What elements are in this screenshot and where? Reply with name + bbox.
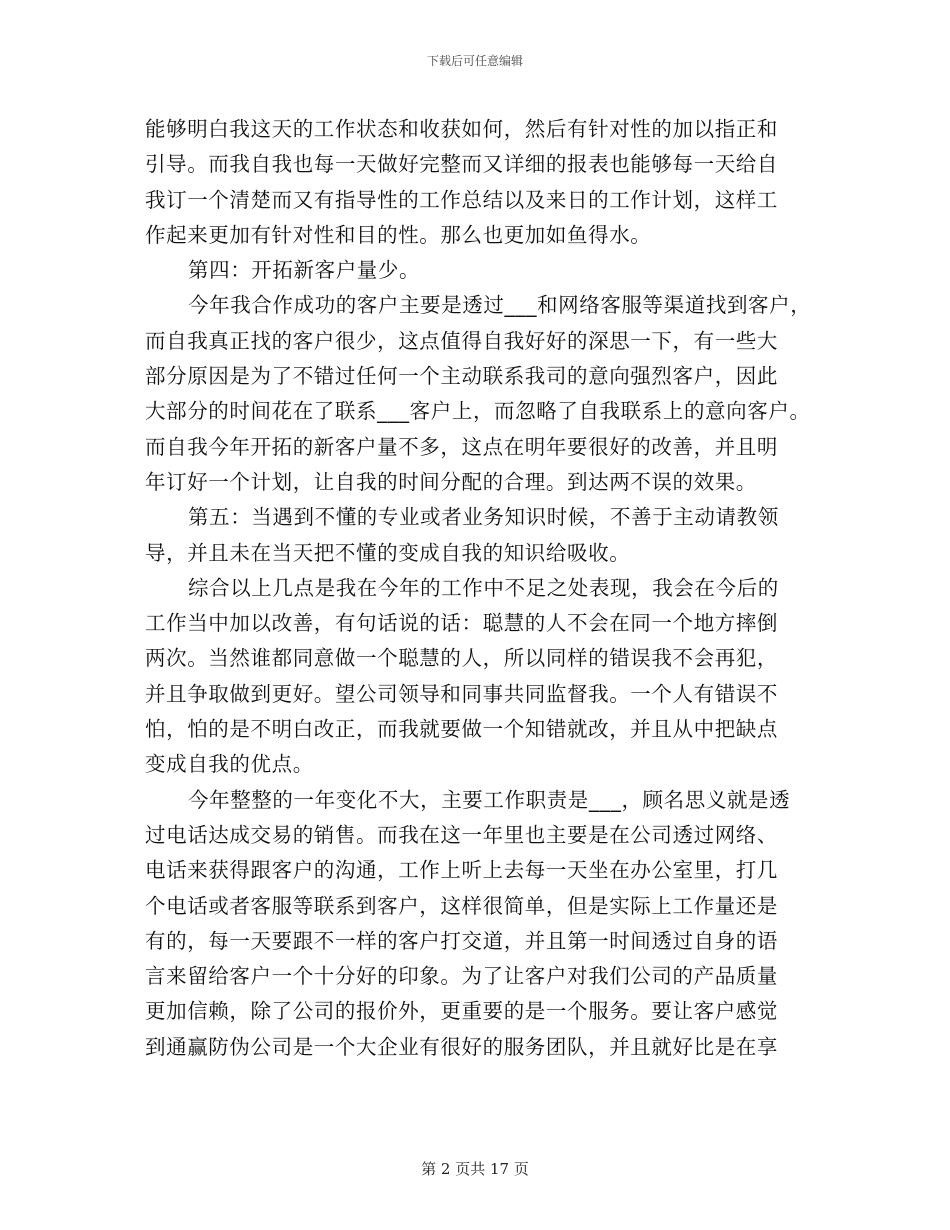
text-line: 今年我合作成功的客户主要是透过___和网络客服等渠道找到客户，	[188, 293, 812, 318]
text-line: 有的，每一天要跟不一样的客户打交道，并且第一时间透过自身的语	[145, 928, 778, 953]
text-line: 到通赢防伪公司是一个大企业有很好的服务团队，并且就好比是在享	[145, 1034, 778, 1059]
text-line: 言来留给客户一个十分好的印象。为了让客户对我们公司的产品质量	[145, 964, 778, 989]
text-line: 变成自我的优点。	[145, 752, 314, 777]
text-line: 电话来获得跟客户的沟通，工作上听上去每一天坐在办公室里，打几	[145, 858, 778, 883]
page-header: 下载后可任意编辑	[426, 54, 523, 68]
text-line: 我订一个清楚而又有指导性的工作总结以及来日的工作计划，这样工	[145, 187, 778, 212]
text-line: 第五：当遇到不懂的专业或者业务知识时候，不善于主动请教领	[188, 505, 779, 530]
text-line: 大部分的时间花在了联系___客户上，而忽略了自我联系上的意向客户。	[145, 399, 811, 424]
page-footer: 第 2 页共 17 页	[421, 1160, 529, 1178]
text-line: 而自我今年开拓的新客户量不多，这点在明年要很好的改善，并且明	[145, 434, 778, 459]
text-line: 怕，怕的是不明白改正，而我就要做一个知错就改，并且从中把缺点	[145, 717, 778, 742]
text-line: 过电话达成交易的销售。而我在这一年里也主要是在公司透过网络、	[145, 822, 778, 847]
text-line: 年订好一个计划，让自我的时间分配的合理。到达两不误的效果。	[145, 469, 757, 494]
text-line: 导，并且未在当天把不懂的变成自我的知识给吸收。	[145, 540, 631, 565]
text-line: 今年整整的一年变化不大，主要工作职责是___，顾名思义就是透	[188, 787, 791, 812]
text-line: 并且争取做到更好。望公司领导和同事共同监督我。一个人有错误不	[145, 681, 778, 706]
text-line: 更加信赖，除了公司的报价外，更重要的是一个服务。要让客户感觉	[145, 999, 778, 1024]
text-line: 作起来更加有针对性和目的性。那么也更加如鱼得水。	[145, 222, 652, 247]
document-body	[145, 112, 835, 1065]
text-line: 两次。当然谁都同意做一个聪慧的人，所以同样的错误我不会再犯，	[145, 646, 778, 671]
text-line: 工作当中加以改善，有句话说的话：聪慧的人不会在同一个地方摔倒	[145, 611, 778, 636]
text-line: 第四：开拓新客户量少。	[188, 258, 421, 283]
text-line: 引导。而我自我也每一天做好完整而又详细的报表也能够每一天给自	[145, 152, 778, 177]
text-line: 综合以上几点是我在今年的工作中不足之处表现，我会在今后的	[188, 575, 779, 600]
text-line: 能够明白我这天的工作状态和收获如何，然后有针对性的加以指正和	[145, 117, 778, 141]
text-line: 个电话或者客服等联系到客户，这样很简单，但是实际上工作量还是	[145, 893, 778, 918]
text-line: 而自我真正找的客户很少，这点值得自我好好的深思一下，有一些大	[145, 328, 778, 353]
text-line: 部分原因是为了不错过任何一个主动联系我司的意向强烈客户，因此	[145, 364, 778, 389]
